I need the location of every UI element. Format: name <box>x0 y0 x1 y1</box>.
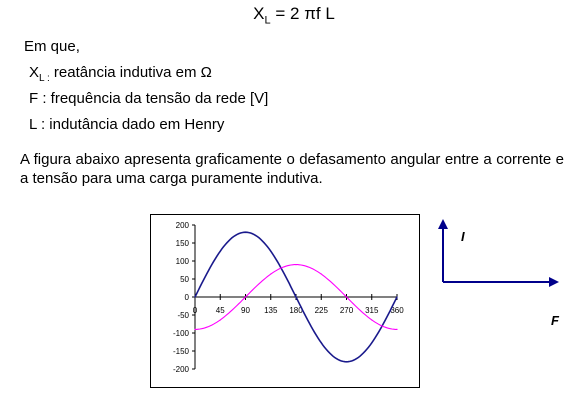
x-tick-label: 45 <box>215 306 225 315</box>
formula-rhs: = 2 πf L <box>270 4 335 23</box>
series-2-point <box>220 319 221 320</box>
y-tick-label: 150 <box>175 239 189 248</box>
intro-text: Em que, <box>24 38 80 55</box>
series-2-point <box>270 273 271 274</box>
series-1-point <box>321 342 322 343</box>
x-tick-label: 180 <box>289 306 303 315</box>
x-tick-label: 270 <box>339 306 354 315</box>
series-1-point <box>270 251 271 252</box>
definition-xl-text: reatância indutiva em Ω <box>49 64 212 81</box>
y-tick-label: 100 <box>175 257 189 266</box>
y-tick-label: -50 <box>177 311 189 320</box>
y-tick-label: 0 <box>184 293 189 302</box>
y-tick-label: 200 <box>175 221 189 230</box>
series-2-point <box>295 264 296 265</box>
series-1-point <box>295 296 296 297</box>
phasor-diagram <box>433 217 568 342</box>
definition-xl <box>29 64 212 84</box>
series-2-point <box>245 296 246 297</box>
series-1-point <box>371 342 372 343</box>
phasor-label-f: F <box>551 313 559 328</box>
definition-l: L : indutância dado em Henry <box>29 116 225 133</box>
reactance-formula <box>0 4 588 26</box>
phase-chart <box>150 214 420 388</box>
vertical-arrow-head <box>438 219 448 229</box>
series-2-point <box>321 273 322 274</box>
series-1-point <box>396 296 397 297</box>
series-2-point <box>194 329 195 330</box>
y-tick-label: -100 <box>172 329 189 338</box>
definition-xl-subscript: L : <box>39 73 50 84</box>
y-tick-label: -200 <box>172 365 189 374</box>
x-tick-label: 225 <box>314 306 328 315</box>
phase-chart-svg <box>151 215 419 387</box>
y-tick-label: -150 <box>172 347 189 356</box>
x-tick-label: 315 <box>365 306 379 315</box>
definition-f: F : frequência da tensão da rede [V] <box>29 90 269 107</box>
formula-subscript: L <box>264 14 271 27</box>
x-tick-label: 135 <box>264 306 278 315</box>
horizontal-arrow-head <box>549 277 559 287</box>
description-paragraph: A figura abaixo apresenta graficamente o defasamento angular entre a corrente e a tensão para uma carga puramente indutiva. <box>20 151 564 187</box>
y-tick-label: 50 <box>180 275 189 284</box>
phasor-label-i: I <box>461 229 465 244</box>
series-2-point <box>371 319 372 320</box>
x-tick-label: 0 <box>192 306 198 315</box>
x-tick-label: 90 <box>241 306 250 315</box>
definition-xl-symbol: X <box>29 64 40 81</box>
phasor-arrows <box>433 217 568 337</box>
series-1-point <box>220 251 221 252</box>
series-2-point <box>396 329 397 330</box>
series-1-point <box>194 296 195 297</box>
series-1-point <box>245 232 246 233</box>
series-1-point <box>346 361 347 362</box>
series-2-point <box>346 296 347 297</box>
formula-symbol: X <box>253 4 265 23</box>
x-tick-label: 360 <box>390 306 404 315</box>
